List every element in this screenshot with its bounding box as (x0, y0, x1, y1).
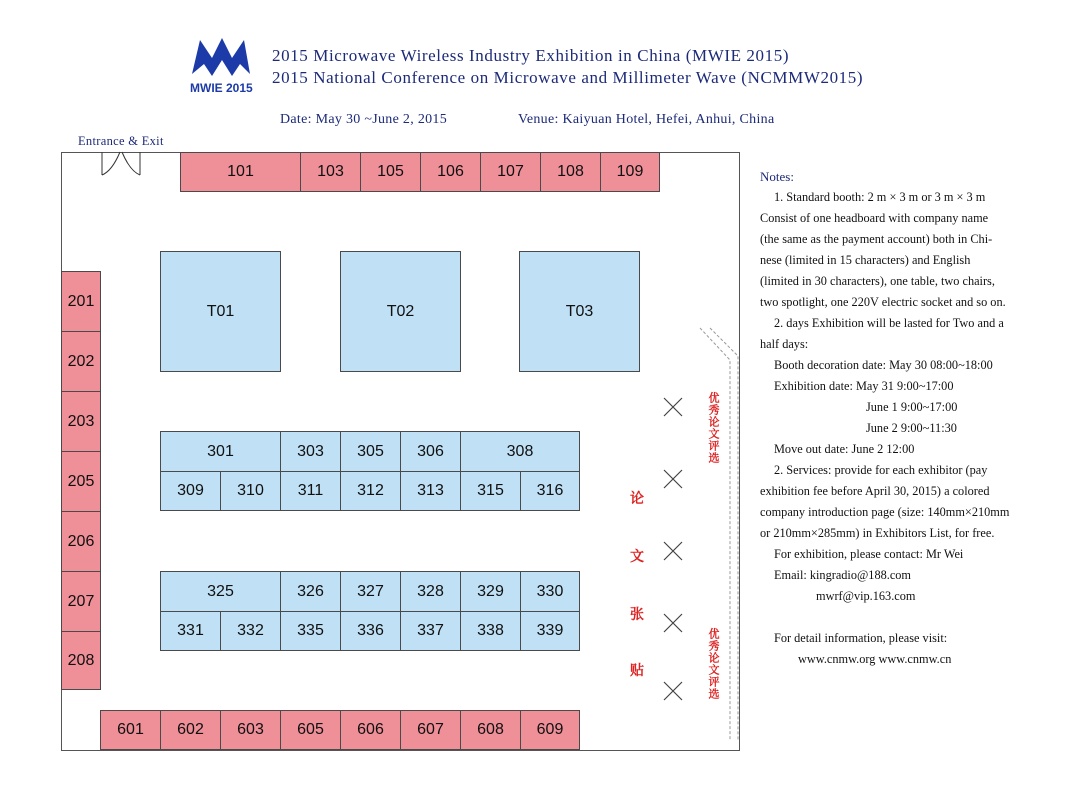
notes-line: Move out date: June 2 12:00 (774, 442, 915, 456)
booth-609[interactable]: 609 (520, 710, 580, 750)
poster-char-1: 论 (630, 491, 644, 507)
poster-char-2: 文 (630, 549, 644, 565)
mwie-logo (186, 34, 258, 96)
booth-309[interactable]: 309 (160, 471, 221, 511)
event-venue: Venue: Kaiyuan Hotel, Hefei, Anhui, China (518, 112, 775, 127)
booth-311[interactable]: 311 (280, 471, 341, 511)
table-T01[interactable]: T01 (160, 251, 281, 372)
booth-602[interactable]: 602 (160, 710, 221, 750)
booth-336[interactable]: 336 (340, 611, 401, 651)
booth-601[interactable]: 601 (100, 710, 161, 750)
booth-326[interactable]: 326 (280, 571, 341, 612)
booth-313[interactable]: 313 (400, 471, 461, 511)
booth-207[interactable]: 207 (61, 571, 101, 632)
booth-606[interactable]: 606 (340, 710, 401, 750)
booth-108[interactable]: 108 (540, 152, 601, 192)
mwie-logo-icon (186, 34, 258, 82)
notes-line: nese (limited in 15 characters) and English (760, 253, 971, 267)
booth-305[interactable]: 305 (340, 431, 401, 472)
table-T03[interactable]: T03 (519, 251, 640, 372)
notes-line: June 1 9:00~17:00 (866, 400, 958, 414)
notes-line: (limited in 30 characters), one table, two chairs, (760, 274, 995, 288)
poster-stand-icon (662, 468, 684, 490)
notes-line: or 210mm×285mm) in Exhibitors List, for free. (760, 526, 995, 540)
booth-607[interactable]: 607 (400, 710, 461, 750)
booth-306[interactable]: 306 (400, 431, 461, 472)
booth-327[interactable]: 327 (340, 571, 401, 612)
poster-stand-icon (662, 396, 684, 418)
entrance-door-icon (100, 151, 142, 179)
booth-310[interactable]: 310 (220, 471, 281, 511)
notes-line: (the same as the payment account) both in Chi- (760, 232, 993, 246)
notes-email[interactable]: mwrf@vip.163.com (816, 589, 916, 603)
booth-202[interactable]: 202 (61, 331, 101, 392)
notes-line: 1. Standard booth: 2 m × 3 m or 3 m × 3 m (774, 190, 986, 204)
booth-316[interactable]: 316 (520, 471, 580, 511)
booth-603[interactable]: 603 (220, 710, 281, 750)
booth-332[interactable]: 332 (220, 611, 281, 651)
poster-award-label-2: 优秀论文评选 (707, 628, 720, 700)
booth-208[interactable]: 208 (61, 631, 101, 690)
poster-stand-icon (662, 612, 684, 634)
booth-303[interactable]: 303 (280, 431, 341, 472)
title-line-1: 2015 Microwave Wireless Industry Exhibition in China (MWIE 2015) (272, 46, 790, 65)
booth-330[interactable]: 330 (520, 571, 580, 612)
booth-109[interactable]: 109 (600, 152, 660, 192)
notes-line: exhibition fee before April 30, 2015) a colored (760, 484, 990, 498)
notes-line: Consist of one headboard with company name (760, 211, 989, 225)
poster-award-label-1: 优秀论文评选 (707, 392, 720, 464)
booth-337[interactable]: 337 (400, 611, 461, 651)
notes-line: 2. Services: provide for each exhibitor (pay (774, 463, 988, 477)
booth-201[interactable]: 201 (61, 271, 101, 332)
booth-105[interactable]: 105 (360, 152, 421, 192)
notes-website-links[interactable]: www.cnmw.org www.cnmw.cn (798, 652, 952, 666)
booth-315[interactable]: 315 (460, 471, 521, 511)
booth-206[interactable]: 206 (61, 511, 101, 572)
notes-line: For exhibition, please contact: Mr Wei (774, 547, 964, 561)
booth-339[interactable]: 339 (520, 611, 580, 651)
booth-605[interactable]: 605 (280, 710, 341, 750)
booth-335[interactable]: 335 (280, 611, 341, 651)
logo-label: MWIE 2015 (190, 81, 253, 95)
notes-panel (760, 166, 1060, 670)
poster-stand-icon (662, 680, 684, 702)
booth-107[interactable]: 107 (480, 152, 541, 192)
entrance-label: Entrance & Exit (78, 134, 164, 148)
booth-106[interactable]: 106 (420, 152, 481, 192)
booth-203[interactable]: 203 (61, 391, 101, 452)
table-T02[interactable]: T02 (340, 251, 461, 372)
poster-char-3: 张 (630, 607, 644, 623)
notes-heading: Notes: (760, 169, 794, 184)
booth-301[interactable]: 301 (160, 431, 281, 472)
notes-line: company introduction page (size: 140mm×210mm (760, 505, 1010, 519)
notes-line: Booth decoration date: May 30 08:00~18:00 (774, 358, 993, 372)
booth-329[interactable]: 329 (460, 571, 521, 612)
booth-325[interactable]: 325 (160, 571, 281, 612)
booth-338[interactable]: 338 (460, 611, 521, 651)
notes-line: two spotlight, one 220V electric socket and so on. (760, 295, 1006, 309)
title-line-2: 2015 National Conference on Microwave and Millimeter Wave (NCMMW2015) (272, 68, 864, 87)
notes-email[interactable]: Email: kingradio@188.com (774, 568, 912, 582)
poster-stand-icon (662, 540, 684, 562)
notes-line (760, 607, 1060, 628)
booth-328[interactable]: 328 (400, 571, 461, 612)
booth-308[interactable]: 308 (460, 431, 580, 472)
poster-char-4: 贴 (630, 663, 644, 679)
booth-608[interactable]: 608 (460, 710, 521, 750)
booth-205[interactable]: 205 (61, 451, 101, 512)
booth-331[interactable]: 331 (160, 611, 221, 651)
booth-103[interactable]: 103 (300, 152, 361, 192)
notes-line: For detail information, please visit: (774, 631, 948, 645)
booth-312[interactable]: 312 (340, 471, 401, 511)
notes-line: half days: (760, 337, 809, 351)
notes-line: Exhibition date: May 31 9:00~17:00 (774, 379, 954, 393)
notes-line: June 2 9:00~11:30 (866, 421, 957, 435)
event-date: Date: May 30 ~June 2, 2015 (280, 112, 448, 127)
notes-line: 2. days Exhibition will be lasted for Two and a (774, 316, 1004, 330)
booth-101[interactable]: 101 (180, 152, 301, 192)
